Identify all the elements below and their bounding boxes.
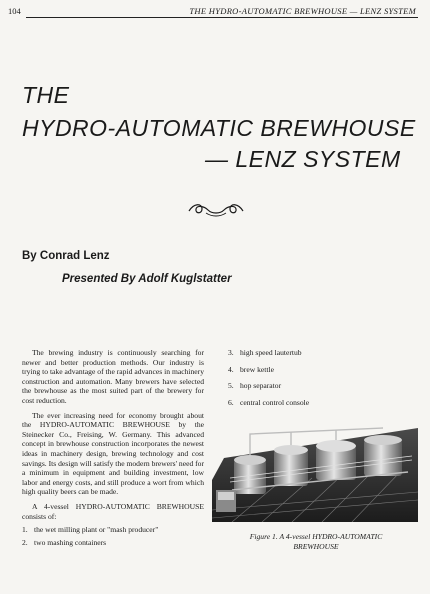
component-list-left [22,525,204,547]
list-intro: A 4-vessel HYDRO-AUTOMATIC BREWHOUSE consists of: [22,501,204,521]
list-item: 6. central control console [228,397,310,407]
running-header [8,4,418,18]
header-rule [26,17,418,18]
title-line-2: HYDRO-AUTOMATIC BREWHOUSE [22,115,416,141]
caption-line-1: Figure 1. A 4-vessel HYDRO-AUTOMATIC [249,532,383,541]
component-list-right [228,348,418,414]
list-item: 2. two mashing containers [22,537,107,547]
presenter-byline: Presented By Adolf Kuglstatter [62,273,232,285]
brewhouse-photo [212,420,418,522]
paragraph-2: The ever increasing need for economy brought about the HYDRO-AUTOMATIC BREWHOUSE by the Steinecker Co., Freising, W. Germany. This advanced concept in brewhouse construction incorporates the newest ideas in machinery design, brewing technology and cost savings. Its design will satisfy the modern brewers' need for a minimum in equipment and building investment, low labor and energy costs, and still produce a wort from which high quality beers can be made. [22,410,204,497]
list-item: 4. brew kettle [228,364,274,374]
list-item: 1. the wet milling plant or "mash producer" [22,525,159,535]
author-byline: By Conrad Lenz [22,250,110,262]
figure-caption [218,532,414,552]
paragraph-1: The brewing industry is continuously searching for newer and better production methods. Our industry is trying to take advantage of the rapid advances in machinery construction and automation. Many brewers have selected the brewhouse as the most suited part of the brewery for cost reduction. [22,348,204,405]
title-line-1: THE [22,82,70,108]
list-item: 5. hop separator [228,381,282,390]
list-item: 3. high speed lautertub [228,348,302,357]
flourish-ornament [186,200,246,220]
page-number: 104 [8,6,21,16]
title-line-3: — LENZ SYSTEM [205,146,401,172]
left-column [22,348,204,550]
caption-line-2: BREWHOUSE [293,542,339,551]
running-title: THE HYDRO-AUTOMATIC BREWHOUSE — LENZ SYSTEM [189,6,416,16]
